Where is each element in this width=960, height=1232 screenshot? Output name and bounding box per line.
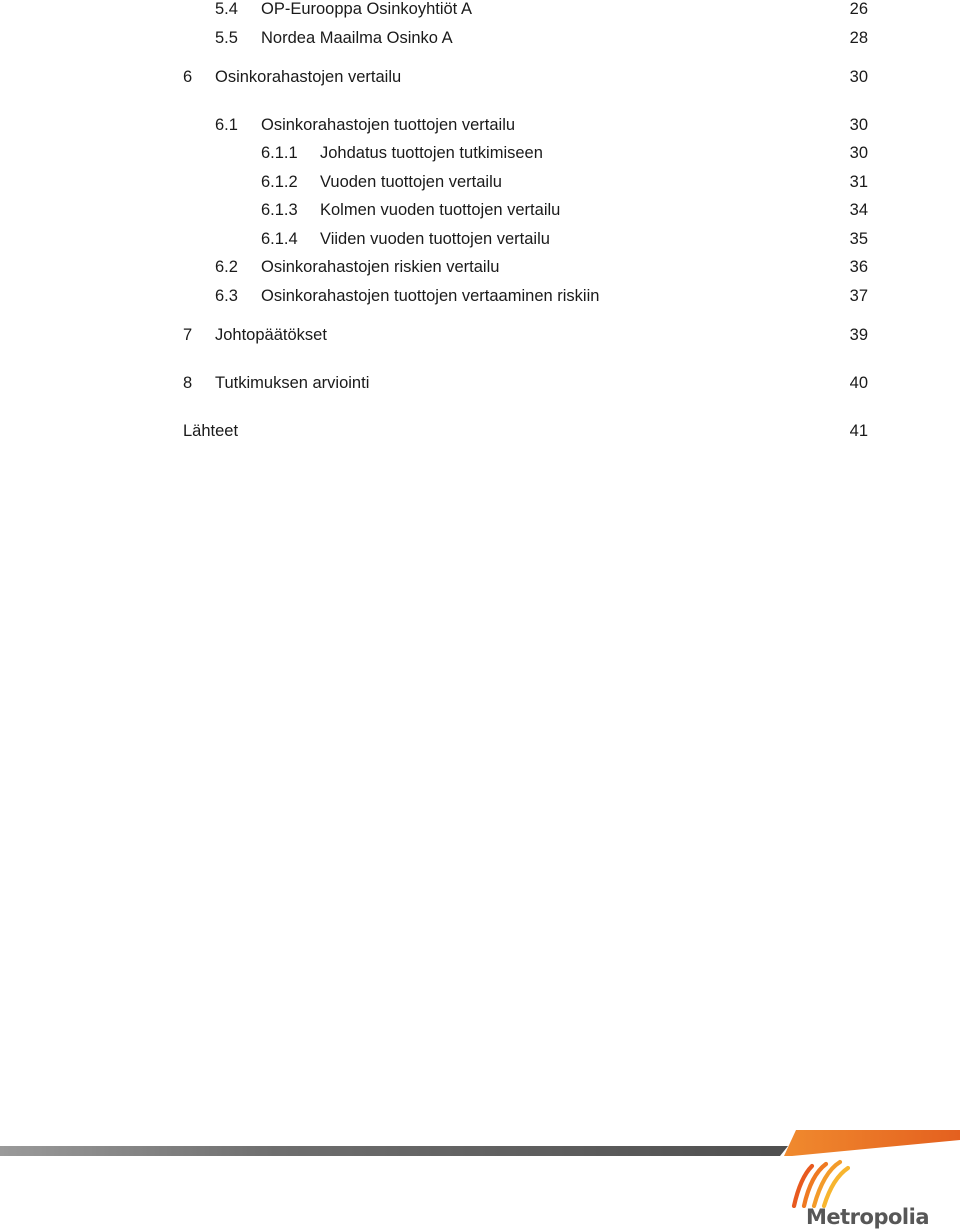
toc-entry-page: 31 bbox=[849, 173, 868, 191]
metropolia-logo bbox=[784, 1158, 929, 1232]
toc-entry[interactable] bbox=[183, 323, 868, 347]
toc-entry-number: 6.1.4 bbox=[261, 230, 298, 248]
toc-entry-title: Osinkorahastojen vertailu bbox=[215, 68, 402, 86]
toc-entry[interactable] bbox=[215, 113, 868, 137]
toc-entry-number: 7 bbox=[183, 326, 193, 344]
toc-entry-title: Vuoden tuottojen vertailu bbox=[320, 173, 502, 191]
toc-entry-number: 6.1.3 bbox=[261, 201, 298, 219]
toc-entry[interactable] bbox=[215, 255, 868, 279]
toc-entry-number: 6.1 bbox=[215, 116, 238, 134]
toc-entry-number: 6.1.2 bbox=[261, 173, 298, 191]
footer-orange-stripe bbox=[784, 1130, 960, 1156]
toc-entry-number: 5.4 bbox=[215, 0, 238, 18]
page-footer bbox=[0, 1120, 960, 1232]
toc-entry-page: 30 bbox=[849, 144, 868, 162]
table-of-contents bbox=[0, 0, 960, 460]
toc-entry-number: 6.2 bbox=[215, 258, 238, 276]
toc-entry[interactable] bbox=[261, 198, 868, 222]
toc-entry-number: 8 bbox=[183, 374, 193, 392]
toc-entry-title: Kolmen vuoden tuottojen vertailu bbox=[320, 201, 561, 219]
metropolia-logo-mark-icon bbox=[790, 1158, 850, 1208]
toc-entry[interactable] bbox=[183, 65, 868, 89]
toc-entry-title: Johdatus tuottojen tutkimiseen bbox=[320, 144, 543, 162]
toc-entry-page: 36 bbox=[849, 258, 868, 276]
toc-entry-page: 30 bbox=[849, 68, 868, 86]
toc-entry-number: 6.1.1 bbox=[261, 144, 298, 162]
toc-entry-page: 35 bbox=[849, 230, 868, 248]
toc-entry-page: 41 bbox=[849, 422, 868, 440]
toc-entry-number: 6.3 bbox=[215, 287, 238, 305]
toc-entry-title: OP-Eurooppa Osinkoyhtiöt A bbox=[261, 0, 472, 18]
toc-entry-page: 28 bbox=[849, 29, 868, 47]
toc-entry-title: Viiden vuoden tuottojen vertailu bbox=[320, 230, 550, 248]
toc-entry[interactable] bbox=[261, 170, 868, 194]
toc-entry-title: Osinkorahastojen tuottojen vertaaminen riskiin bbox=[261, 287, 600, 305]
toc-entry[interactable] bbox=[215, 0, 868, 21]
toc-entry-page: 40 bbox=[849, 374, 868, 392]
toc-entry[interactable] bbox=[215, 26, 868, 50]
toc-entry[interactable] bbox=[183, 371, 868, 395]
toc-entry[interactable] bbox=[261, 141, 868, 165]
toc-entry-title: Lähteet bbox=[183, 422, 239, 440]
toc-entry-page: 34 bbox=[849, 201, 868, 219]
toc-entry-title: Osinkorahastojen tuottojen vertailu bbox=[261, 116, 516, 134]
toc-entry-title: Tutkimuksen arviointi bbox=[215, 374, 370, 392]
toc-entry-page: 26 bbox=[849, 0, 868, 18]
toc-entry[interactable] bbox=[183, 419, 868, 443]
toc-entry[interactable] bbox=[215, 284, 868, 308]
toc-entry[interactable] bbox=[261, 227, 868, 251]
metropolia-logo-text: Metropolia bbox=[806, 1205, 929, 1229]
toc-entry-number: 5.5 bbox=[215, 29, 238, 47]
toc-entry-page: 39 bbox=[849, 326, 868, 344]
toc-entry-page: 37 bbox=[849, 287, 868, 305]
toc-entry-title: Nordea Maailma Osinko A bbox=[261, 29, 453, 47]
toc-entry-page: 30 bbox=[849, 116, 868, 134]
toc-entry-title: Johtopäätökset bbox=[215, 326, 327, 344]
footer-gray-stripe bbox=[0, 1146, 788, 1156]
toc-entry-title: Osinkorahastojen riskien vertailu bbox=[261, 258, 500, 276]
toc-entry-number: 6 bbox=[183, 68, 193, 86]
